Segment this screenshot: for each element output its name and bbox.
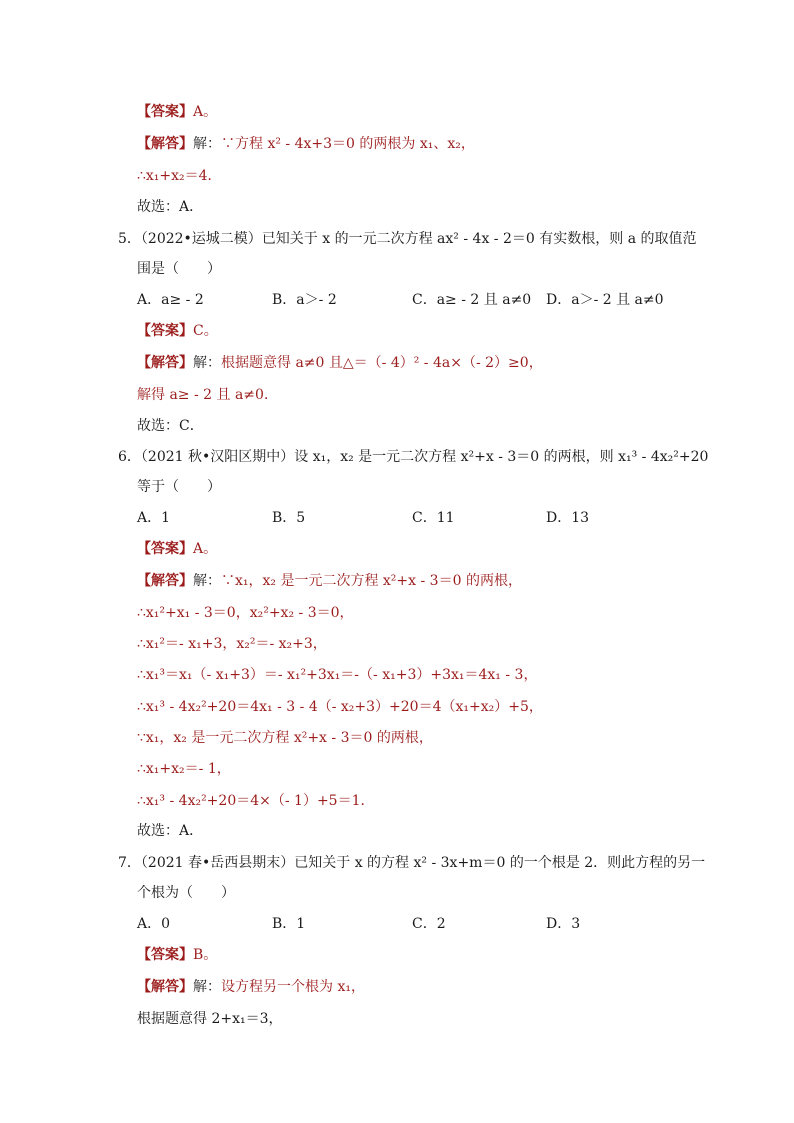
solution-conclusion: 故选：A． (137, 199, 204, 215)
answer-value: C。 (193, 323, 218, 339)
answer-label: 【答案】 (137, 323, 193, 339)
solution-text: ∵方程 x² - 4x+3＝0 的两根为 x₁、x₂， (221, 136, 475, 152)
answer-value: B。 (193, 947, 218, 963)
solution-step-text: 根据题意得 2+x₁＝3， (137, 1011, 283, 1027)
answer-label: 【答案】 (137, 541, 193, 557)
option-d: D．a＞- 2 且 a≠0 (546, 292, 664, 308)
option-a: A．a≥ - 2 (137, 292, 204, 308)
question-6-stem (118, 447, 708, 467)
question-7-stem (118, 853, 705, 873)
question-6-stem-cont: 等于（ ） (137, 479, 221, 495)
solution-text: 设方程另一个根为 x₁， (221, 979, 365, 995)
option-d: D．13 (546, 510, 590, 526)
question-number: 6． (118, 449, 141, 465)
solution-step: ∴x₁+x₂＝4． (137, 168, 222, 184)
question-text: 设 x₁，x₂ 是一元二次方程 x²+x - 3＝0 的两根，则 x₁³ - 4x₂²+20 (294, 449, 709, 465)
option-b: B．5 (272, 510, 306, 526)
answer-line (137, 539, 217, 559)
option-c: C．a≥ - 2 且 a≠0 (412, 292, 532, 308)
solution-conclusion: 故选：A． (137, 823, 204, 839)
solution-prefix: 解： (193, 136, 221, 152)
question-source: （2021 秋•汉阳区期中） (140, 449, 295, 465)
question-text: 已知关于 x 的一元二次方程 ax² - 4x - 2＝0 有实数根，则 a 的取值范 (261, 231, 697, 247)
solution-line (137, 571, 522, 591)
option-a: A．1 (137, 510, 171, 526)
solution-step: ∵x₁，x₂ 是一元二次方程 x²+x - 3＝0 的两根， (137, 730, 433, 746)
solution-step: ∴x₁³ - 4x₂²+20＝4×（- 1）+5＝1． (137, 793, 375, 809)
solution-line (137, 134, 475, 154)
solution-step: ∴x₁²+x₁ - 3＝0，x₂²+x₂ - 3＝0， (137, 605, 354, 621)
solution-step: ∴x₁³＝x₁（- x₁+3）＝- x₁²+3x₁＝-（- x₁+3）+3x₁＝4x₁ - 3， (137, 667, 538, 683)
question-text: 已知关于 x 的方程 x² - 3x+m＝0 的一个根是 2．则此方程的另一 (294, 855, 706, 871)
solution-step (137, 1009, 283, 1029)
answer-line (137, 102, 217, 122)
question-number: 5． (118, 231, 141, 247)
option-c: C．2 (412, 916, 446, 932)
answer-value: A。 (193, 104, 218, 120)
answer-line (137, 945, 217, 965)
solution-step: ∴x₁²＝- x₁+3，x₂²＝- x₂+3， (137, 636, 327, 652)
solution-step: ∴x₁+x₂＝- 1， (137, 761, 231, 777)
option-b: B．a＞- 2 (272, 292, 337, 308)
answer-line (137, 321, 218, 341)
solution-conclusion: 故选：C． (137, 418, 204, 434)
answer-label: 【答案】 (137, 947, 193, 963)
answer-value: A。 (193, 541, 218, 557)
solution-label: 【解答】 (137, 573, 193, 589)
option-c: C．11 (412, 510, 455, 526)
solution-prefix: 解： (193, 573, 221, 589)
question-5-stem (118, 229, 697, 249)
question-source: （2021 春•岳西县期末） (140, 855, 295, 871)
question-5-stem-cont: 围是（ ） (137, 261, 221, 277)
solution-prefix: 解： (193, 355, 221, 371)
answer-label: 【答案】 (137, 104, 193, 120)
solution-text: 根据题意得 a≠0 且△＝（- 4）² - 4a×（- 2）≥0， (221, 355, 543, 371)
option-d: D．3 (546, 916, 581, 932)
option-b: B．1 (272, 916, 306, 932)
solution-line (137, 353, 543, 373)
solution-label: 【解答】 (137, 136, 193, 152)
solution-prefix: 解： (193, 979, 221, 995)
solution-label: 【解答】 (137, 355, 193, 371)
question-7-stem-cont: 个根为（ ） (137, 885, 235, 901)
question-source: （2022•运城二模） (140, 231, 262, 247)
option-a: A．0 (137, 916, 171, 932)
solution-label: 【解答】 (137, 979, 193, 995)
solution-step: ∴x₁³ - 4x₂²+20＝4x₁ - 3 - 4（- x₂+3）+20＝4（x₁+x₂）+5， (137, 699, 543, 715)
question-number: 7． (118, 855, 141, 871)
solution-line (137, 977, 365, 997)
solution-text: ∵x₁，x₂ 是一元二次方程 x²+x - 3＝0 的两根， (221, 573, 522, 589)
solution-step: 解得 a≥ - 2 且 a≠0． (137, 387, 278, 403)
